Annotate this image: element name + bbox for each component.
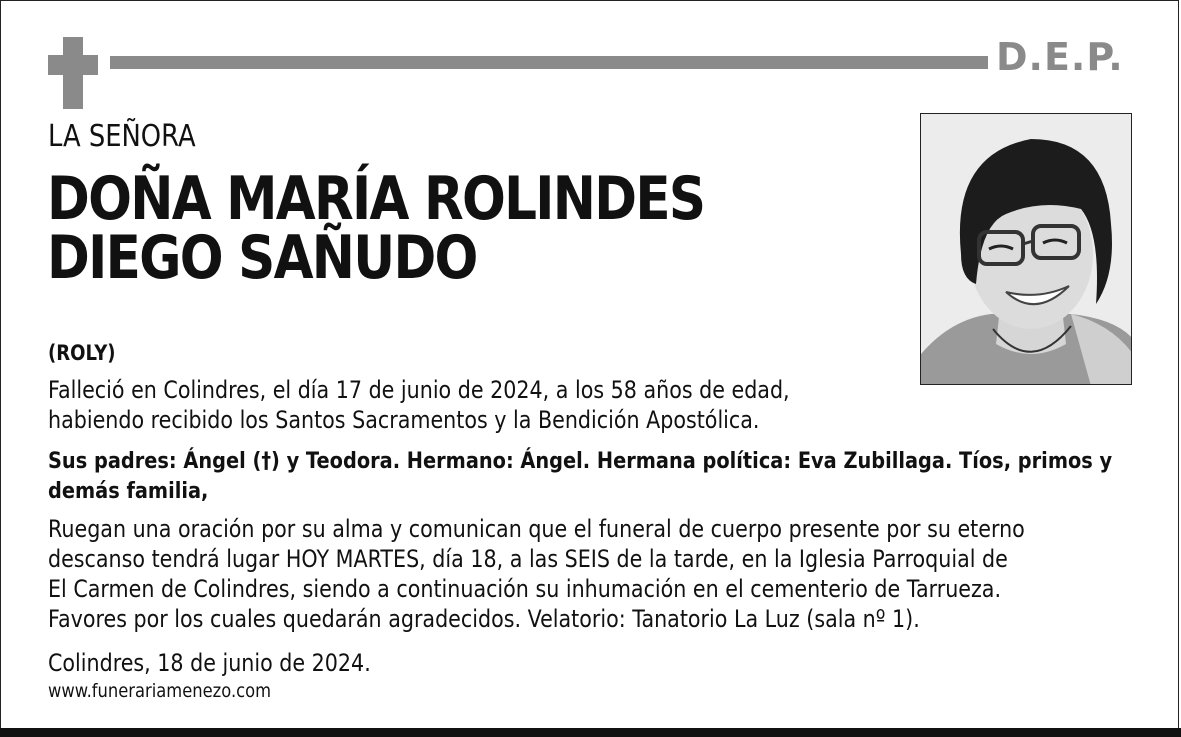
death-line: Falleció en Colindres, el día 17 de junio de 2024, a los 58 años de edad, xyxy=(48,376,790,404)
dep-label: D.E.P. xyxy=(996,35,1124,79)
portrait-illustration xyxy=(921,114,1132,385)
funeral-line: descanso tendrá lugar HOY MARTES, día 18, a las SEIS de la tarde, en la Iglesia Parroquial de xyxy=(48,545,1008,573)
funeral-line: Favores por los cuales quedarán agradecidos. Velatorio: Tanatorio La Luz (sala nº 1). xyxy=(48,605,920,633)
funeral-line: El Carmen de Colindres, siendo a continuación su inhumación en el cementerio de Tarrueza. xyxy=(48,575,1002,603)
deceased-name-line2: DIEGO SAÑUDO xyxy=(47,223,477,293)
header-rule xyxy=(110,56,988,69)
honorific: LA SEÑORA xyxy=(48,119,196,154)
bottom-border xyxy=(0,728,1181,737)
funeral-line: Ruegan una oración por su alma y comunican que el funeral de cuerpo presente por su eterno xyxy=(48,515,1025,543)
portrait-photo xyxy=(920,113,1132,385)
cross-icon-arm xyxy=(48,55,98,75)
deceased-name xyxy=(47,164,705,293)
family-line: Sus padres: Ángel (†) y Teodora. Hermano: Ángel. Hermana política: Eva Zubillaga. Tíos, primos y xyxy=(48,448,1113,474)
place-date: Colindres, 18 de junio de 2024. xyxy=(48,649,371,677)
nickname: (ROLY) xyxy=(48,341,116,365)
family-list xyxy=(48,446,1119,506)
funeral-info xyxy=(48,514,1097,634)
family-line: demás familia, xyxy=(48,478,209,504)
deceased-name-line1: DOÑA MARÍA ROLINDES xyxy=(47,164,705,234)
website-link[interactable]: www.funerariamenezo.com xyxy=(48,680,272,702)
death-line: habiendo recibido los Santos Sacramentos y la Bendición Apostólica. xyxy=(48,406,760,434)
